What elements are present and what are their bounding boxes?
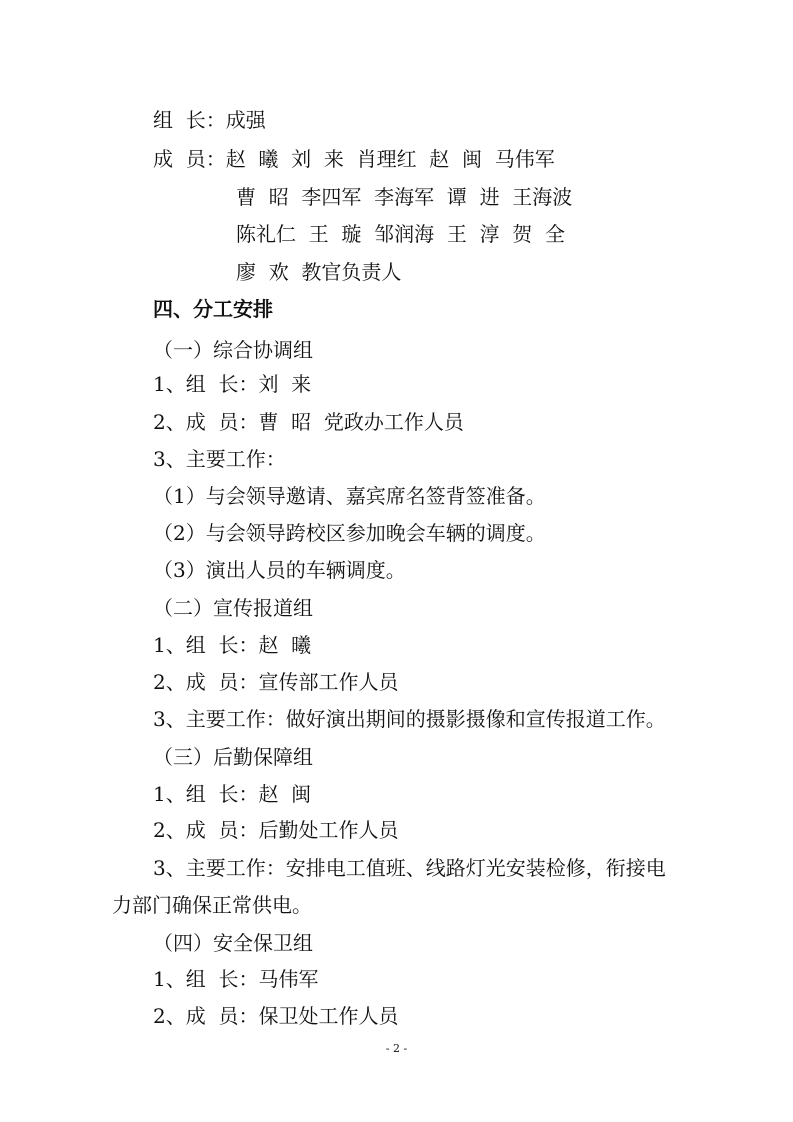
- group-coordination-leader: 1、组 长：刘 来: [153, 372, 312, 396]
- group-coordination-members: 2、成 员：曹 昭 党政办工作人员: [153, 410, 464, 434]
- group-coordination-task-2: （2）与会领导跨校区参加晚会车辆的调度。: [153, 521, 546, 545]
- group-logistics-title: （三）后勤保障组: [153, 745, 313, 769]
- group-logistics-tasks-part-2: 力部门确保正常供电。: [112, 893, 312, 917]
- group-logistics-leader: 1、组 长：赵 闽: [153, 782, 312, 806]
- group-security-leader: 1、组 长：马伟军: [153, 967, 319, 991]
- group-coordination-task-3: （3）演出人员的车辆调度。: [153, 558, 406, 582]
- group-security-members: 2、成 员：保卫处工作人员: [153, 1004, 399, 1028]
- group-logistics-tasks-part-1: 3、主要工作：安排电工值班、线路灯光安装检修，衔接电: [153, 856, 666, 880]
- group-publicity-members: 2、成 员：宣传部工作人员: [153, 670, 399, 694]
- members-line-1: 成 员：赵 曦 刘 来 肖理红 赵 闽 马伟军: [153, 147, 555, 171]
- leader-line: 组 长：成强: [153, 108, 266, 132]
- section-heading: 四、分工安排: [153, 297, 273, 321]
- page-number: - 2 -: [385, 1042, 408, 1055]
- members-line-3: 陈礼仁 王 璇 邹润海 王 淳 贺 全: [236, 222, 566, 246]
- group-publicity-leader: 1、组 长：赵 曦: [153, 633, 312, 657]
- members-line-2: 曹 昭 李四军 李海军 谭 进 王海波: [236, 185, 573, 209]
- group-publicity-tasks: 3、主要工作：做好演出期间的摄影摄像和宣传报道工作。: [153, 707, 666, 731]
- members-line-4: 廖 欢 教官负责人: [236, 260, 402, 284]
- group-logistics-members: 2、成 员：后勤处工作人员: [153, 818, 399, 842]
- group-coordination-title: （一）综合协调组: [153, 338, 313, 362]
- group-security-title: （四）安全保卫组: [153, 931, 313, 955]
- group-publicity-title: （二）宣传报道组: [153, 596, 313, 620]
- group-coordination-tasks-label: 3、主要工作：: [153, 447, 286, 471]
- group-coordination-task-1: （1）与会领导邀请、嘉宾席名签背签准备。: [153, 484, 546, 508]
